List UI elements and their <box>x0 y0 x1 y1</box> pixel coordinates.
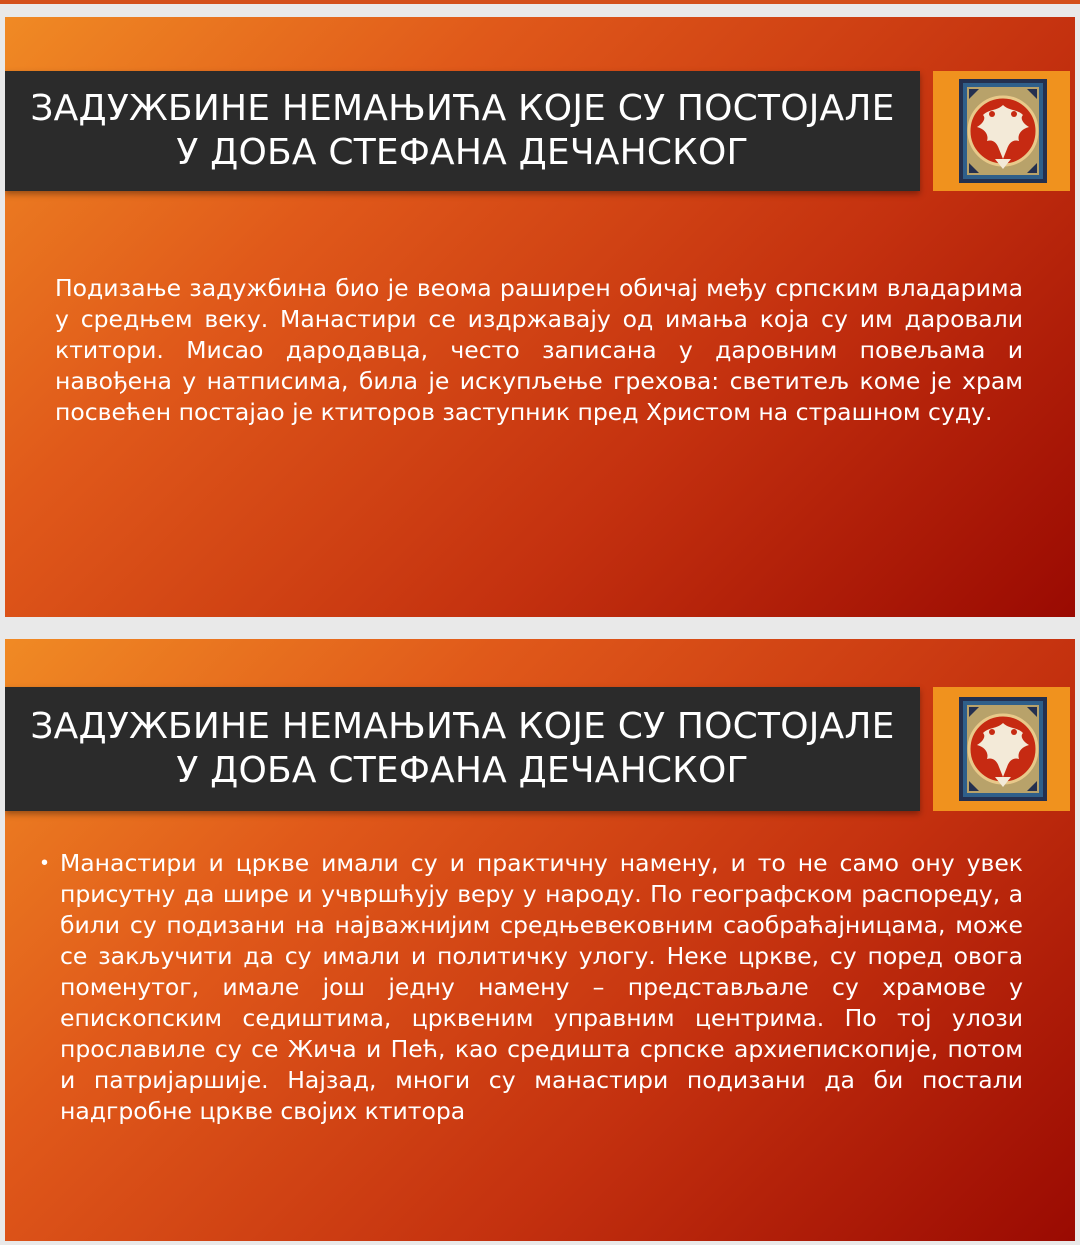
emblem-frame <box>933 71 1070 191</box>
double-headed-eagle-icon <box>959 79 1047 183</box>
slide-title-bar <box>5 71 920 191</box>
emblem-frame <box>933 687 1070 811</box>
slide-title: ЗАДУЖБИНЕ НЕМАЊИЋА КОЈЕ СУ ПОСТОЈАЛЕ У ДОБА СТЕФАНА ДЕЧАНСКОГ <box>30 706 895 791</box>
slide-title: ЗАДУЖБИНЕ НЕМАЊИЋА КОЈЕ СУ ПОСТОЈАЛЕ У ДОБА СТЕФАНА ДЕЧАНСКОГ <box>30 88 895 173</box>
double-headed-eagle-icon <box>959 697 1047 801</box>
slide-body-text: Манастири и цркве имали су и практичну намену, и то не само ону увек присутну да шире и учвршћују веру у народу. По географском распореду, а били су подизани на најважнијим средњевековним саобраћајницама, може се закључити да су имали и политичку улогу. Неке цркве, су поред овога поменутог, имале још једну намену – представљале су храмове у епископским седиштима, црквеним управним центрима. По тој улози прославиле су се Жича и Пећ, као средишта српске архиепископије, потом и патријаршије. Најзад, многи су манастири подизани да би постали надгробне цркве својих ктитора <box>60 849 1023 1125</box>
slide-body-text: Подизање задужбина био је веома раширен обичај међу српским владарима у средњем веку. Манастири се издржавају од имања која су им даровали ктитори. Мисао дародавца, често записана у даровним повељама и навођена у натписима, била је искупљење грехова: светитељ коме је храм посвећен постајао је ктиторов заступник пред Христом на страшном суду. <box>55 274 1023 426</box>
slide-2[interactable] <box>5 639 1075 1241</box>
bullet-point: • <box>41 852 49 874</box>
top-accent-strip <box>0 0 1080 4</box>
slide-title-bar <box>5 687 920 811</box>
slide-1[interactable] <box>5 17 1075 617</box>
